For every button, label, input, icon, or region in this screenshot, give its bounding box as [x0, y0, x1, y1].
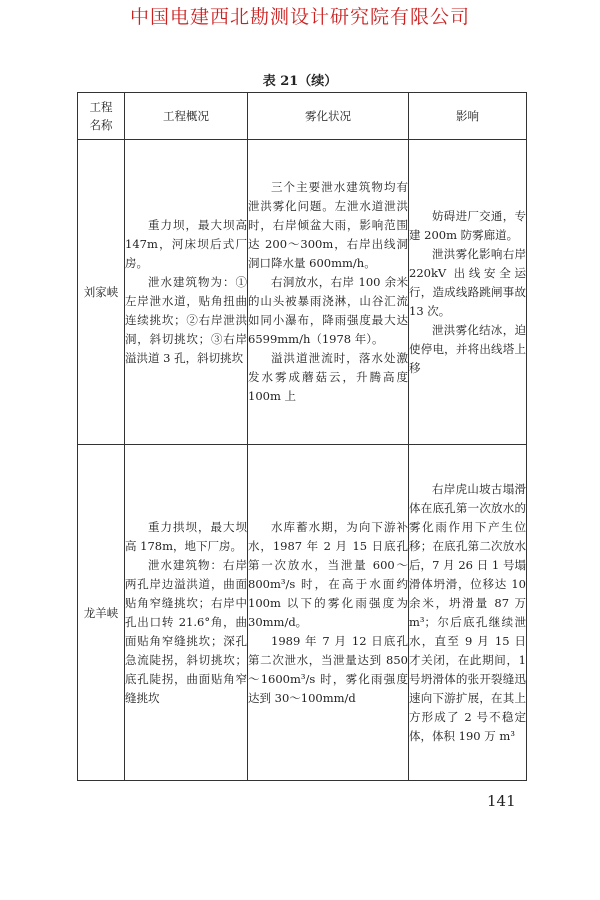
impact-paragraph: 妨碍进厂交通，专建 200m 防雾廊道。 — [409, 208, 526, 242]
status-paragraph: 水库蓄水期，为向下游补水，1987 年 2 月 15 日底孔第一次放水，当泄量 600～800m³/s 时，在高于水面约 100m 以下的雾化雨强度为 30mm/d。 — [248, 519, 408, 629]
impact-paragraph: 泄洪雾化结冰，迫使停电，并将出线塔上移 — [409, 322, 526, 375]
impact — [409, 140, 527, 445]
project-name: 龙羊峡 — [78, 445, 125, 781]
data-table — [77, 92, 527, 781]
status-paragraph: 右洞放水，右岸 100 余米的山头被暴雨浇淋，山谷汇流如同小瀑布，降雨强度最大达 6599mm/h（1978 年）。 — [248, 275, 408, 346]
atomization-status — [248, 445, 409, 781]
project-overview — [125, 445, 248, 781]
overview-paragraph: 泄水建筑物为：①左岸泄水道，贴角扭曲连续挑坎；②右岸泄洪洞，斜切挑坎；③右岸溢洪道 3 孔，斜切挑坎 — [125, 275, 247, 365]
project-overview — [125, 140, 248, 445]
overview-paragraph: 重力拱坝，最大坝高 178m，地下厂房。 — [125, 519, 247, 553]
table-header-row — [78, 93, 527, 140]
col-header-status: 雾化状况 — [248, 93, 409, 140]
project-name: 刘家峡 — [78, 140, 125, 445]
col-header-overview: 工程概况 — [125, 93, 248, 140]
table-row — [78, 140, 527, 445]
impact-paragraph: 右岸虎山坡古塌滑体在底孔第一次放水的雾化雨作用下产生位移；在底孔第二次放水后，7 月 26 日 1 号塌滑体坍滑，位移达 10 余米，坍滑量 87 万 m³；尔后底孔继续泄水，直至 9 月 15 日才关闭，在此期间，1 号坍滑体的张开裂缝迅速向下游扩展，在其上方形成了 2 号不稳定体，体积 190 万 m³ — [409, 481, 526, 743]
status-paragraph: 1989 年 7 月 12 日底孔第二次泄水，当泄量达到 850～1600m³/s 时，雾化雨强度达到 30～100mm/d — [248, 633, 408, 705]
col-header-name: 工程名称 — [78, 93, 125, 140]
table-row — [78, 445, 527, 781]
impact — [409, 445, 527, 781]
col-header-impact: 影响 — [409, 93, 527, 140]
status-paragraph: 溢洪道泄流时，落水处激发水雾成蘑菇云，升腾高度 100m 上 — [248, 351, 408, 403]
page-header: 中国电建西北勘测设计研究院有限公司 — [129, 6, 470, 28]
status-paragraph: 三个主要泄水建筑物均有泄洪雾化问题。左泄水道泄洪时，右岸倾盆大雨，影响范围达 200～300m，右岸出线洞洞口降水量 600mm/h。 — [248, 180, 408, 270]
impact-paragraph: 泄洪雾化影响右岸 220kV 出线安全运行，造成线路跳闸事故 13 次。 — [409, 246, 526, 318]
page-number: 141 — [487, 792, 516, 810]
table-title: 表 21（续） — [262, 74, 338, 89]
atomization-status — [248, 140, 409, 445]
overview-paragraph: 重力坝，最大坝高 147m，河床坝后式厂房。 — [125, 218, 247, 270]
overview-paragraph: 泄水建筑物：右岸两孔岸边溢洪道，曲面贴角窄缝挑坎；右岸中孔出口转 21.6°角，曲面贴角窄缝挑坎；深孔急流陡拐，斜切挑坎；底孔陡拐，曲面贴角窄缝挑坎 — [125, 557, 247, 705]
